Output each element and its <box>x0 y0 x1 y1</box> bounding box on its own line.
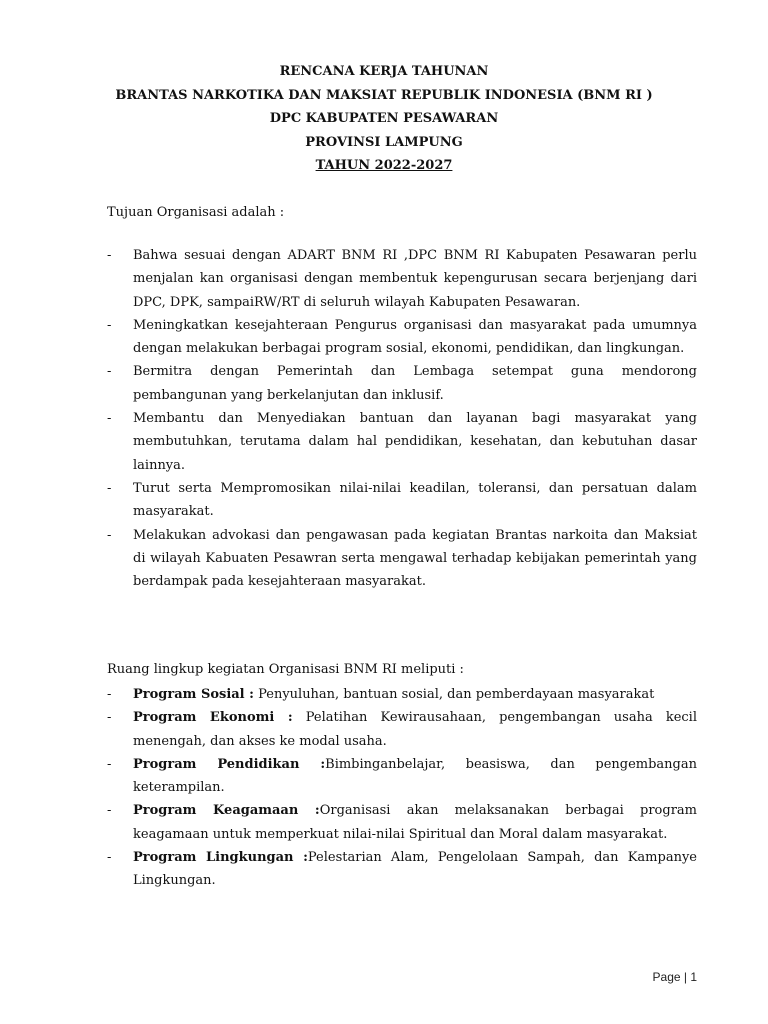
program-text: Organisasi akan melaksanakan berbagai program keagamaan untuk memperkuat nilai-nilai Spiritual dan Moral dalam masyarakat. <box>133 803 697 842</box>
list-dash: - <box>107 364 112 380</box>
list-item <box>107 407 697 477</box>
list-dash: - <box>107 710 112 726</box>
list-item <box>107 477 697 524</box>
list-item-text: Membantu dan Menyediakan bantuan dan layanan bagi masyarakat yang membutuhkan, terutama dalam hal pendidikan, kesehatan, dan kebutuhan dasar lainnya. <box>133 411 697 473</box>
page-number: Page | 1 <box>652 970 697 984</box>
list-item-text: Bahwa sesuai dengan ADART BNM RI ,DPC BNM RI Kabupaten Pesawaran perlu menjalan kan organisasi dengan membentuk kepengurusan secara berjenjang dari DPC, DPK, sampaiRW/RT di seluruh wilayah Kabupaten Pesawaran. <box>133 248 697 310</box>
program-label: Program Sosial : <box>133 687 254 702</box>
list-item <box>107 846 697 893</box>
document-header <box>0 60 768 178</box>
header-organization: BRANTAS NARKOTIKA DAN MAKSIAT REPUBLIK INDONESIA (BNM RI ) <box>115 87 653 103</box>
program-text: Pelestarian Alam, Pengelolaan Sampah, dan Kampanye Lingkungan. <box>133 850 697 889</box>
header-year: TAHUN 2022-2027 <box>315 158 453 173</box>
list-dash: - <box>107 480 112 496</box>
program-label: Program Lingkungan : <box>133 850 308 866</box>
tujuan-list <box>107 244 697 593</box>
ruang-lingkup-list <box>107 683 697 893</box>
list-dash: - <box>107 317 112 333</box>
header-province: PROVINSI LAMPUNG <box>305 134 463 150</box>
program-text: Penyuluhan, bantuan sosial, dan pemberdayaan masyarakat <box>253 687 655 702</box>
list-item <box>107 524 697 594</box>
header-branch: DPC KABUPATEN PESAWARAN <box>269 111 499 126</box>
ruang-lingkup-intro: Ruang lingkup kegiatan Organisasi BNM RI meliputi : <box>107 662 464 677</box>
list-item <box>107 314 697 361</box>
program-text: Pelatihan Kewirausahaan, pengembangan usaha kecil menengah, dan akses ke modal usaha. <box>133 710 697 749</box>
list-item <box>107 244 697 314</box>
list-item-text: Bermitra dengan Pemerintah dan Lembaga setempat guna mendorong pembangunan yang berkelanjutan dan inklusif. <box>133 364 697 403</box>
tujuan-intro: Tujuan Organisasi adalah : <box>107 205 285 220</box>
list-item <box>107 799 697 846</box>
list-item <box>107 360 697 407</box>
list-dash: - <box>107 248 112 263</box>
list-item-text: Melakukan advokasi dan pengawasan pada kegiatan Brantas narkoita dan Maksiat di wilayah Kabuaten Pesawran serta mengawal terhadap kebijakan pemerintah yang berdampak pada kesejahteraan masyarakat. <box>133 527 697 590</box>
list-dash: - <box>107 687 112 702</box>
program-label: Program Pendidikan : <box>133 756 326 772</box>
list-item-text: Turut serta Mempromosikan nilai-nilai keadilan, toleransi, dan persatuan dalam masyarakat. <box>133 480 697 520</box>
list-dash: - <box>107 850 112 866</box>
list-item-text: Meningkatkan kesejahteraan Pengurus organisasi dan masyarakat pada umumnya dengan melakukan berbagai program sosial, ekonomi, pendidikan, dan lingkungan. <box>133 317 697 357</box>
program-text: Bimbinganbelajar, beasiswa, dan pengembangan keterampilan. <box>133 756 697 796</box>
list-dash: - <box>107 411 112 427</box>
header-title: RENCANA KERJA TAHUNAN <box>279 64 489 79</box>
list-item <box>107 683 697 706</box>
list-dash: - <box>107 527 112 543</box>
list-item <box>107 753 697 800</box>
list-item <box>107 706 697 753</box>
list-dash: - <box>107 803 112 819</box>
program-label: Program Keagamaan : <box>133 803 320 819</box>
list-dash: - <box>107 756 112 772</box>
program-label: Program Ekonomi : <box>133 710 293 726</box>
